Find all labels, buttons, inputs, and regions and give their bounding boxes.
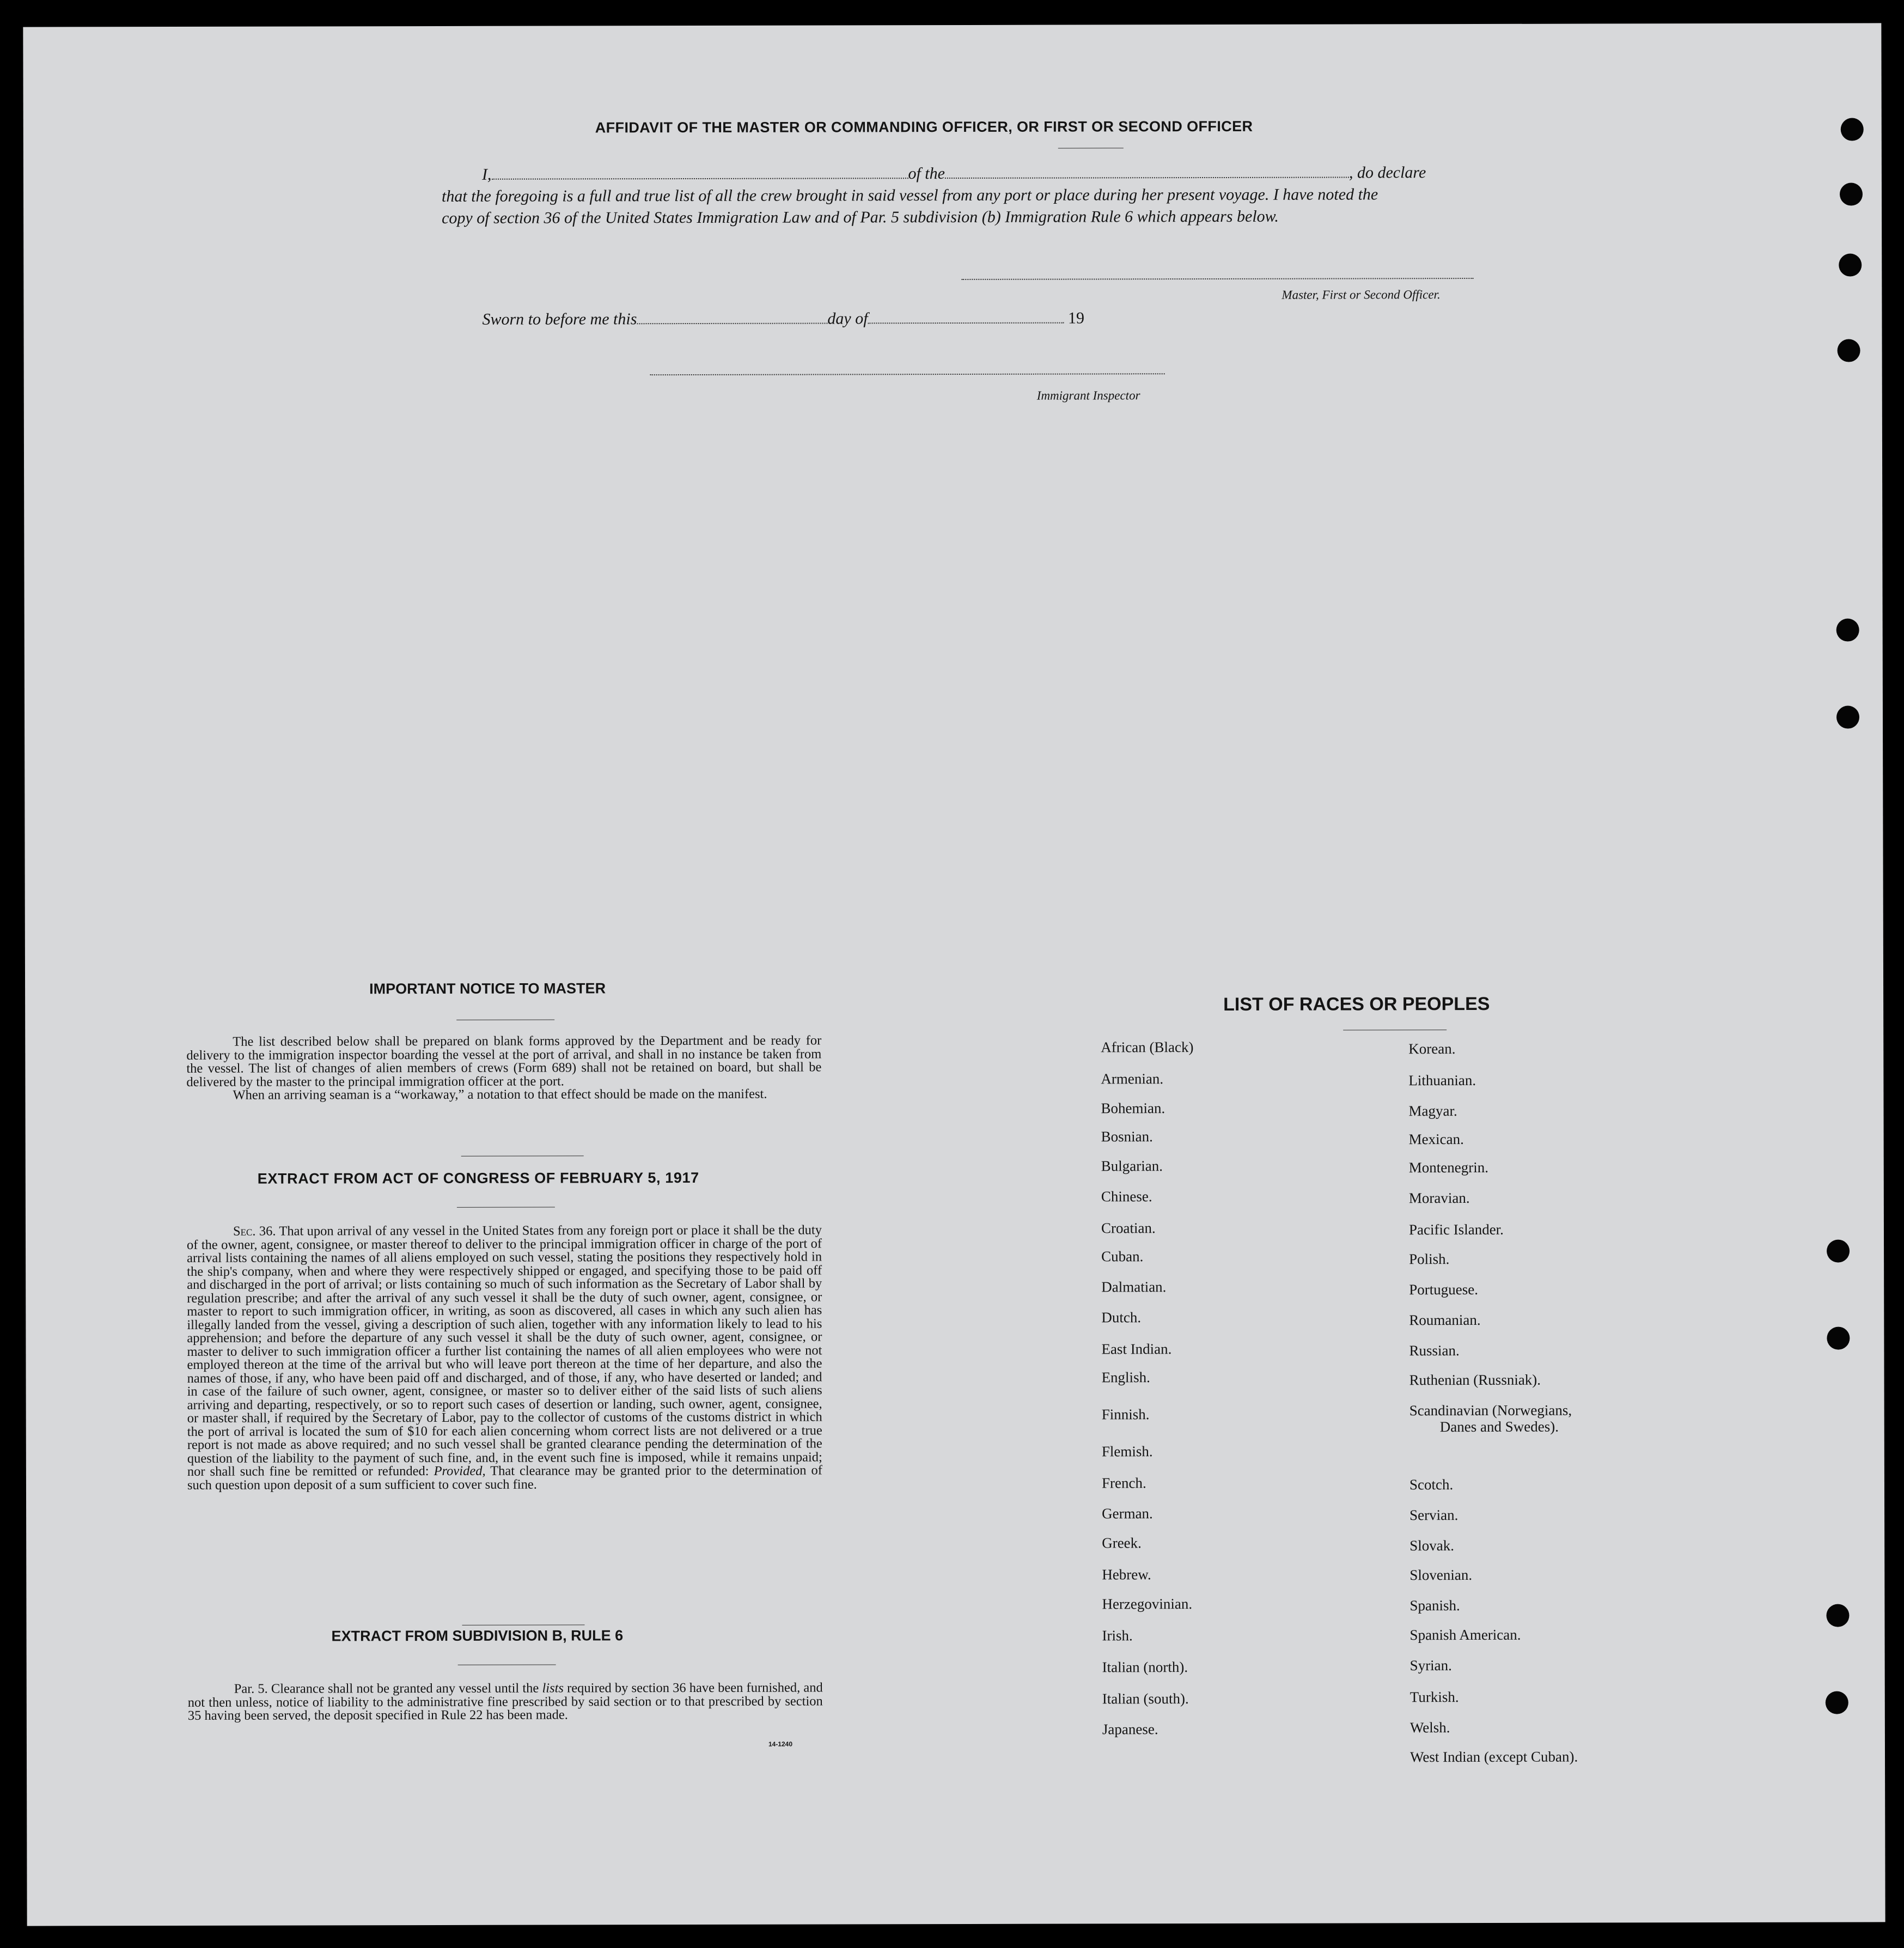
race-left-item: Herzegovinian.	[1102, 1596, 1193, 1612]
section-36-text-end: That clearance may be granted prior to the determination of such question upon deposit of a sum sufficient to cover such fine.	[187, 1463, 822, 1493]
race-left-item: African (Black)	[1101, 1039, 1194, 1056]
section-36-text: That upon arrival of any vessel in the United States from any foreign port or place it shall be the duty of the owner, agent, consignee, or master thereof to deliver to the principal immigration officer in charge of the port of arrival lists containing the names of all aliens employed on such vessel, stating the positions they respectively hold in the ship's company, when and where they were respectively shipped or engaged, and specifying those to be paid off and discharged in the port of arrival; or lists containing so much of such information as the Secretary of Labor shall by regulation prescribe; and after the arrival of any such vessel it shall be the duty of such owner, agent, consignee, or master to report to such immigration officer, in writing, as soon as discovered, all cases in which any such alien has illegally landed from the vessel, giving a description of such alien, together with any information likely to lead to his apprehension; and before the departure of any such vessel it shall be the duty of such owner, agent, consignee, or master to deliver to such immigration officer a further list containing the names of all alien employees who were not employed thereon at the time of the arrival but who will leave port thereon at the time of her departure, and also the names of those, if any, who have been paid off and discharged, and of those, if any, who have deserted or landed; and in case of the failure of such owner, agent, consignee, or master so to deliver either of the said lists of such aliens arriving and departing, respectively, or so to report such cases of desertion or landing, such owner, agent, consignee, or master shall, if required by the Secretary of Labor, pay to the collector of customs of the customs district in which the port of arrival is located the sum of $10 for each alien concerning whom correct lists are not delivered or a true report is not made as above required; and no such vessel shall be granted clearance pending the determination of the question of the liability to the payment of such fine, and, in the event such fine is imposed, while it remains unpaid; nor shall such fine be remitted or refunded:	[187, 1222, 822, 1479]
race-right-item: Lithuanian.	[1408, 1072, 1476, 1089]
race-right-item: Polish.	[1409, 1251, 1450, 1268]
race-left-item: Japanese.	[1102, 1721, 1158, 1738]
race-right-item: Danes and Swedes).	[1439, 1418, 1559, 1435]
notice-text	[186, 1034, 821, 1103]
declarant-label: I,	[481, 165, 492, 184]
vessel-label: of the	[908, 165, 945, 183]
punch-hole	[1827, 1327, 1850, 1350]
declarant-name-blank[interactable]	[491, 177, 908, 180]
race-left-item: Bohemian.	[1101, 1100, 1165, 1117]
punch-hole	[1826, 1691, 1848, 1714]
punch-hole	[1839, 254, 1862, 277]
race-left-item: Dutch.	[1101, 1309, 1142, 1326]
declare-label: , do declare	[1348, 163, 1426, 182]
race-right-item: Welsh.	[1409, 1719, 1450, 1736]
declaration-line-3: copy of section 36 of the United States Immigration Law and of Par. 5 subdivision (b) Immigration Rule 6 which appears below.	[442, 207, 1279, 227]
race-right-item: Slovak.	[1409, 1537, 1454, 1554]
race-left-item: Armenian.	[1101, 1070, 1164, 1087]
notice-paragraph-2: When an arriving seaman is a “workaway,” a notation to that effect should be made on the manifest.	[233, 1086, 767, 1103]
sworn-month-blank[interactable]	[868, 322, 1064, 324]
race-right-item: Spanish American.	[1409, 1626, 1521, 1643]
race-left-item: Croatian.	[1101, 1220, 1156, 1237]
race-right-item: Russian.	[1409, 1342, 1460, 1359]
punch-hole	[1826, 1604, 1849, 1627]
divider	[461, 1155, 584, 1156]
rule-extract-title: EXTRACT FROM SUBDIVISION B, RULE 6	[331, 1627, 624, 1645]
declaration-line-2: that the foregoing is a full and true list of all the crew brought in said vessel from any port or place during her present voyage. I have noted the	[441, 185, 1378, 205]
punch-hole	[1827, 1240, 1850, 1263]
punch-hole	[1840, 183, 1863, 206]
race-left-item: Bosnian.	[1101, 1128, 1153, 1145]
race-left-item: Finnish.	[1101, 1406, 1150, 1423]
year-prefix: 19	[1067, 309, 1085, 327]
races-title: LIST OF RACES OR PEOPLES	[1223, 993, 1490, 1015]
race-left-item: English.	[1101, 1369, 1150, 1386]
race-right-item: Portuguese.	[1409, 1281, 1478, 1298]
race-left-item: French.	[1101, 1475, 1146, 1492]
notice-paragraph-1: The list described below shall be prepared on blank forms approved by the Department and be ready for delivery to the immigration inspector boarding the vessel at the port of arrival, and shall in no instance be taken from the vessel. The list of changes of alien members of crews (Form 689) shall not be retained on board, but shall be delivered by the master to the principal immigration officer at the port.	[186, 1033, 822, 1089]
race-right-item: Ruthenian (Russniak).	[1409, 1371, 1541, 1389]
race-left-item: Hebrew.	[1102, 1566, 1151, 1583]
declaration-line-1	[482, 163, 1426, 184]
race-left-item: Chinese.	[1101, 1188, 1152, 1205]
race-right-item: Servian.	[1409, 1507, 1458, 1524]
race-right-item: Syrian.	[1409, 1657, 1452, 1674]
sworn-line	[482, 309, 1084, 328]
race-right-item: Scotch.	[1409, 1476, 1454, 1493]
punch-hole	[1836, 706, 1859, 729]
race-left-item: East Indian.	[1101, 1341, 1172, 1357]
act-extract-text	[187, 1224, 822, 1492]
race-left-item: Italian (north).	[1102, 1659, 1188, 1676]
sworn-day-blank[interactable]	[637, 322, 827, 324]
notice-title: IMPORTANT NOTICE TO MASTER	[369, 980, 606, 997]
divider	[457, 1207, 555, 1208]
race-left-item: Greek.	[1102, 1535, 1142, 1551]
race-right-item: Mexican.	[1408, 1131, 1464, 1148]
lists-word: lists	[542, 1681, 564, 1696]
act-extract-title: EXTRACT FROM ACT OF CONGRESS OF FEBRUARY 5, 1917	[257, 1169, 699, 1187]
race-left-item: German.	[1102, 1505, 1153, 1522]
day-of-label: day of	[827, 309, 868, 328]
race-right-item: Pacific Islander.	[1408, 1221, 1504, 1238]
race-left-item: Dalmatian.	[1101, 1279, 1167, 1295]
sworn-label: Sworn to before me this	[482, 310, 637, 328]
race-left-item: Irish.	[1102, 1627, 1133, 1644]
race-right-item: Scandinavian (Norwegians,	[1409, 1402, 1572, 1419]
race-right-item: Roumanian.	[1409, 1311, 1481, 1329]
race-left-item: Cuban.	[1101, 1248, 1144, 1265]
vessel-name-blank[interactable]	[945, 176, 1349, 179]
race-right-item: Montenegrin.	[1408, 1159, 1489, 1176]
race-left-item: Italian (south).	[1102, 1690, 1189, 1707]
master-signature-caption: Master, First or Second Officer.	[1281, 288, 1441, 302]
punch-hole	[1836, 619, 1859, 642]
inspector-signature-line[interactable]	[650, 373, 1165, 375]
race-right-item: Moravian.	[1408, 1190, 1470, 1207]
punch-hole	[1838, 339, 1860, 362]
race-right-item: Slovenian.	[1409, 1567, 1473, 1584]
section-label: Sec. 36.	[233, 1223, 276, 1239]
race-right-item: Korean.	[1408, 1040, 1456, 1057]
par-5-text: Par. 5. Clearance shall not be granted any vessel until the	[234, 1681, 539, 1696]
par-5-text-end: required by section 36 have been furnished, and not then unless, notice of liability to the administrative fine prescribed by said section or to that prescribed by section 35 having been served, the deposit specified in Rule 22 has been made.	[187, 1680, 823, 1723]
master-signature-line[interactable]	[961, 278, 1473, 280]
race-right-item: Spanish.	[1409, 1597, 1460, 1614]
race-left-item: Bulgarian.	[1101, 1158, 1163, 1174]
affidavit-title: AFFIDAVIT OF THE MASTER OR COMMANDING OFFICER, OR FIRST OR SECOND OFFICER	[595, 118, 1253, 136]
race-left-item: Flemish.	[1101, 1443, 1153, 1460]
rule-extract-text	[188, 1682, 823, 1723]
race-right-item: West Indian (except Cuban).	[1409, 1748, 1578, 1766]
provided-label: Provided,	[434, 1463, 486, 1479]
race-right-item: Turkish.	[1409, 1689, 1459, 1706]
punch-hole	[1841, 118, 1864, 141]
divider	[462, 1624, 584, 1625]
document-page	[23, 23, 1885, 1926]
inspector-signature-caption: Immigrant Inspector	[1036, 388, 1140, 403]
race-right-item: Magyar.	[1408, 1103, 1457, 1119]
form-number: 14-1240	[768, 1740, 793, 1748]
